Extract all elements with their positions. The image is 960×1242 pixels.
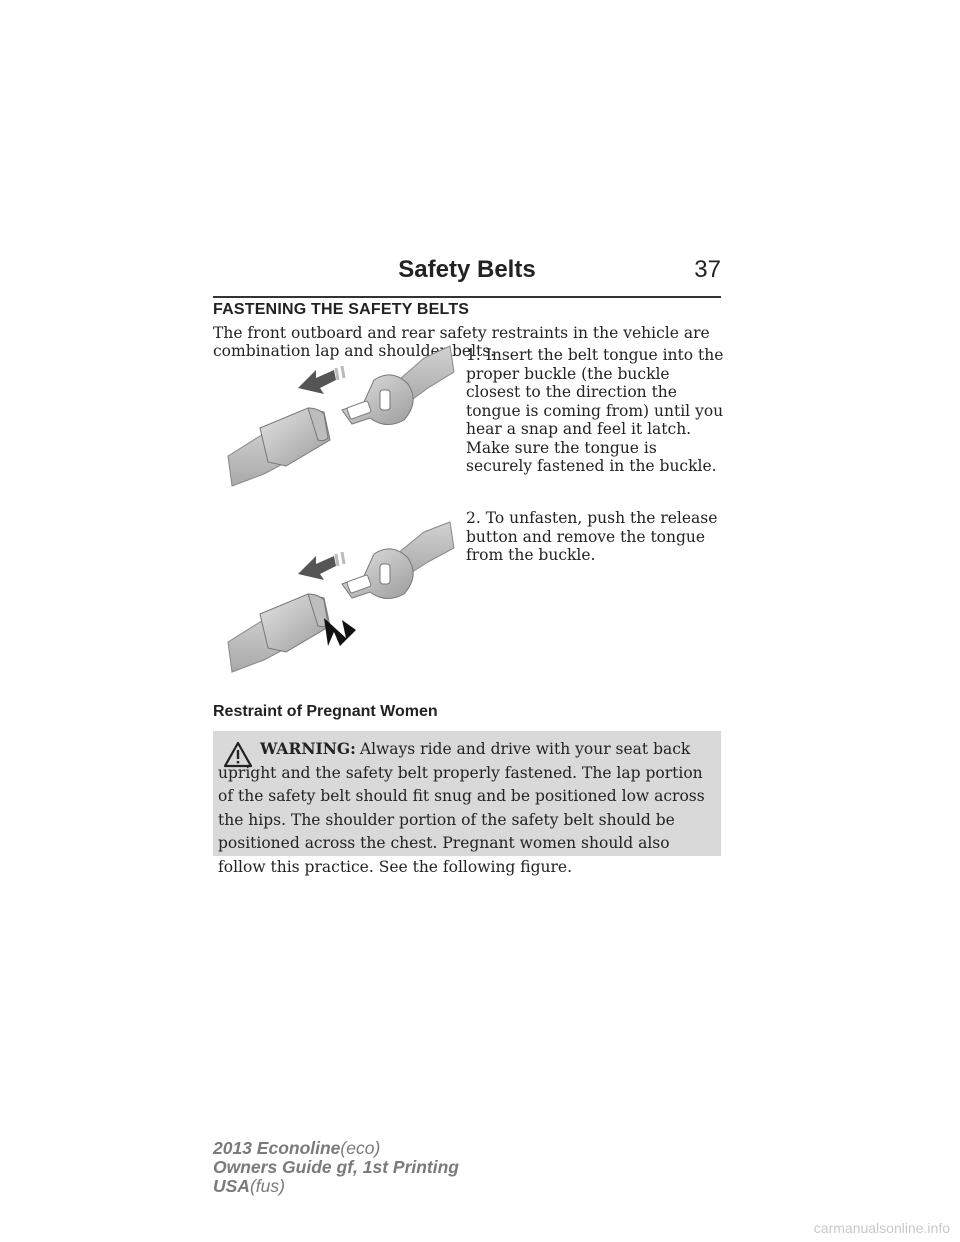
step-2-text: 2. To unfasten, push the release button and remove the tongue from the buckle. [466,509,718,564]
watermark: carmanualsonline.info [813,1220,950,1236]
page-number: 37 [694,256,721,283]
warning-body: Always ride and drive with your seat back upright and the safety belt properly fastened. The lap portion of the safety belt should fit snug and be positioned low across the hips. The shoulder portion of the safety belt should be positioned across the chest. Pregnant women should also follow this practice. See the following figure. [218,740,705,876]
footer-line-1 [213,1139,459,1158]
step-1-text: 1. Insert the belt tongue into the proper buckle (the buckle closest to the direction the tongue is coming from) until you hear a snap and feel it latch. Make sure the tongue is securely fastened in the buckle. [466,346,724,475]
warning-text [218,737,710,879]
footer-line-2: Owners Guide gf, 1st Printing [213,1157,459,1177]
footer-market: USA [213,1176,250,1196]
subsection-heading: Restraint of Pregnant Women [213,703,438,720]
footer [213,1139,459,1196]
page-header [213,252,721,298]
intro-paragraph: The front outboard and rear safety restraints in the vehicle are combination lap and shoulder belts. [213,324,710,360]
footer-model: 2013 Econoline [213,1138,341,1158]
buckle-insert-illustration [224,328,456,490]
buckle-release-illustration [224,514,456,676]
section-heading: FASTENING THE SAFETY BELTS [213,301,470,318]
page-title: Safety Belts [398,256,536,283]
warning-box [213,731,721,876]
footer-market-code: (fus) [249,1176,285,1196]
footer-model-code: (eco) [340,1138,381,1158]
warning-label: WARNING: [260,739,356,758]
footer-line-3 [213,1177,459,1196]
